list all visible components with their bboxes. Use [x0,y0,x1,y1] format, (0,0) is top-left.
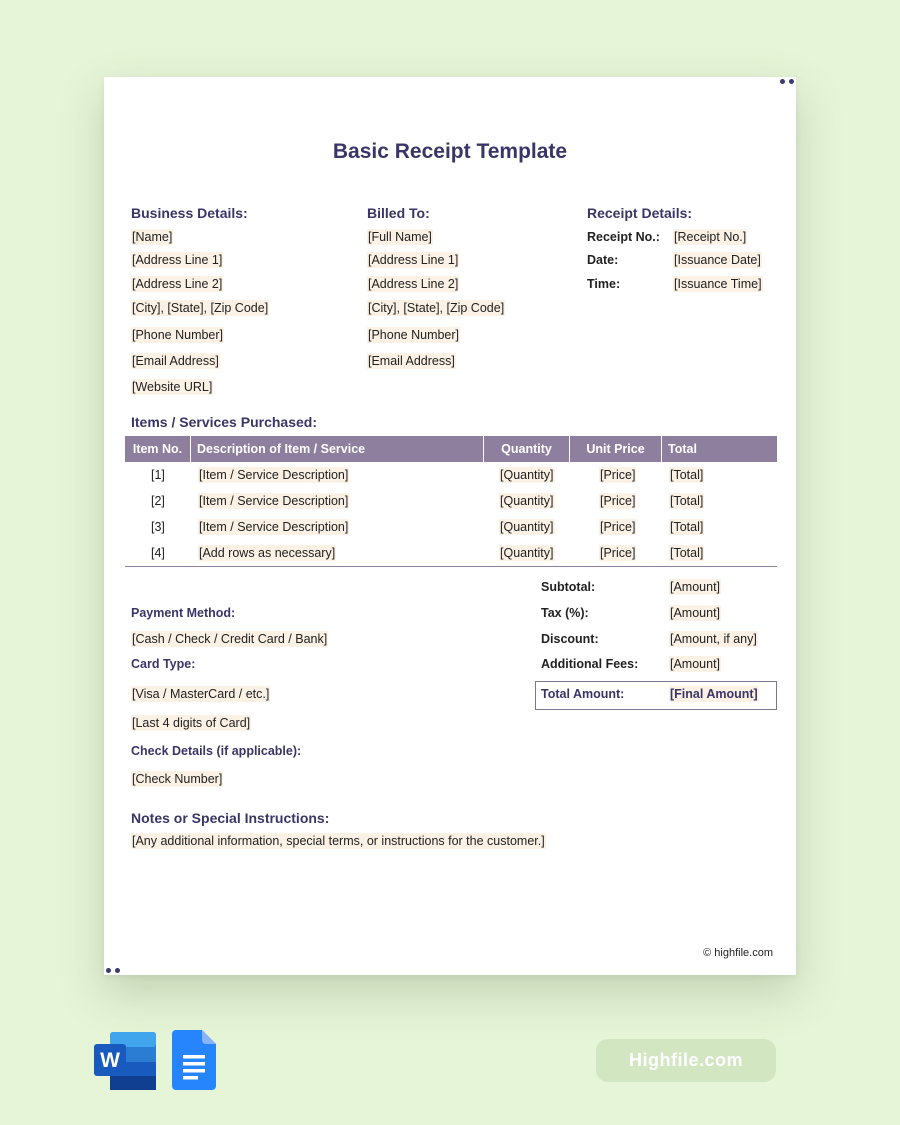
word-icon-letter: W [100,1049,120,1072]
row-3-price: [Price] [600,520,636,534]
receipt-details-heading: Receipt Details: [587,205,693,221]
receipt-time-value: [Issuance Time] [674,277,762,291]
card-type-value: [Visa / MasterCard / etc.] [132,687,270,701]
receipt-no-value: [Receipt No.] [674,230,747,244]
receipt-date-label: Date: [587,253,619,267]
billed-address-2: [Address Line 2] [368,277,459,291]
business-website: [Website URL] [132,380,213,394]
additional-fees-value: [Amount] [670,657,721,671]
billed-address-1: [Address Line 1] [368,253,459,267]
row-4-price: [Price] [600,546,636,560]
billed-phone: [Phone Number] [368,328,460,342]
col-description: Description of Item / Service [191,436,484,462]
row-2-total: [Total] [670,494,704,508]
col-quantity: Quantity [484,436,570,462]
check-number-value: [Check Number] [132,772,223,786]
business-address-2: [Address Line 2] [132,277,223,291]
business-name: [Name] [132,230,173,244]
billed-to-heading: Billed To: [367,205,430,221]
row-4-no: [4] [151,546,165,560]
row-1-total: [Total] [670,468,704,482]
row-4-quantity: [Quantity] [500,546,554,560]
row-2-quantity: [Quantity] [500,494,554,508]
items-heading: Items / Services Purchased: [131,414,317,430]
subtotal-value: [Amount] [670,580,721,594]
billed-city-state-zip: [City], [State], [Zip Code] [368,301,505,315]
row-1-quantity: [Quantity] [500,468,554,482]
payment-method-value: [Cash / Check / Credit Card / Bank] [132,632,328,646]
billed-email: [Email Address] [368,354,455,368]
row-4-description: [Add rows as necessary] [199,546,336,560]
business-phone: [Phone Number] [132,328,224,342]
discount-value: [Amount, if any] [670,632,757,646]
business-details-heading: Business Details: [131,205,248,221]
receipt-time-label: Time: [587,277,621,291]
check-details-heading: Check Details (if applicable): [131,744,302,758]
items-table-header [125,436,777,462]
row-1-price: [Price] [600,468,636,482]
receipt-document [104,77,796,975]
business-email: [Email Address] [132,354,219,368]
discount-label: Discount: [541,632,599,646]
receipt-date-value: [Issuance Date] [674,253,761,267]
card-last-digits: [Last 4 digits of Card] [132,716,251,730]
col-unit-price: Unit Price [570,436,662,462]
tax-label: Tax (%): [541,606,589,620]
subtotal-label: Subtotal: [541,580,596,594]
highfile-brand-badge: Highfile.com [596,1039,776,1082]
row-3-total: [Total] [670,520,704,534]
row-3-quantity: [Quantity] [500,520,554,534]
payment-method-heading: Payment Method: [131,606,236,620]
total-amount-value: [Final Amount] [670,687,758,701]
card-type-heading: Card Type: [131,657,196,671]
total-amount-label: Total Amount: [541,687,625,701]
row-4-total: [Total] [670,546,704,560]
notes-text: [Any additional information, special terms, or instructions for the customer.] [132,834,545,848]
billed-full-name: [Full Name] [368,230,432,244]
google-docs-icon [172,1030,216,1090]
business-city-state-zip: [City], [State], [Zip Code] [132,301,269,315]
word-app-icon [94,1032,156,1090]
receipt-no-label: Receipt No.: [587,230,660,244]
row-2-description: [Item / Service Description] [199,494,349,508]
corner-dots-bottom-left [106,968,120,973]
tax-value: [Amount] [670,606,721,620]
document-title: Basic Receipt Template [332,140,568,163]
corner-dots-top-right [780,79,794,84]
row-2-price: [Price] [600,494,636,508]
row-2-no: [2] [151,494,165,508]
row-1-description: [Item / Service Description] [199,468,349,482]
row-3-description: [Item / Service Description] [199,520,349,534]
notes-heading: Notes or Special Instructions: [131,810,330,826]
additional-fees-label: Additional Fees: [541,657,639,671]
copyright-text: © highfile.com [703,947,773,959]
business-address-1: [Address Line 1] [132,253,223,267]
row-3-no: [3] [151,520,165,534]
table-bottom-rule [125,566,777,567]
col-total: Total [668,442,697,456]
row-1-no: [1] [151,468,165,482]
col-item-no: Item No. [125,436,191,462]
